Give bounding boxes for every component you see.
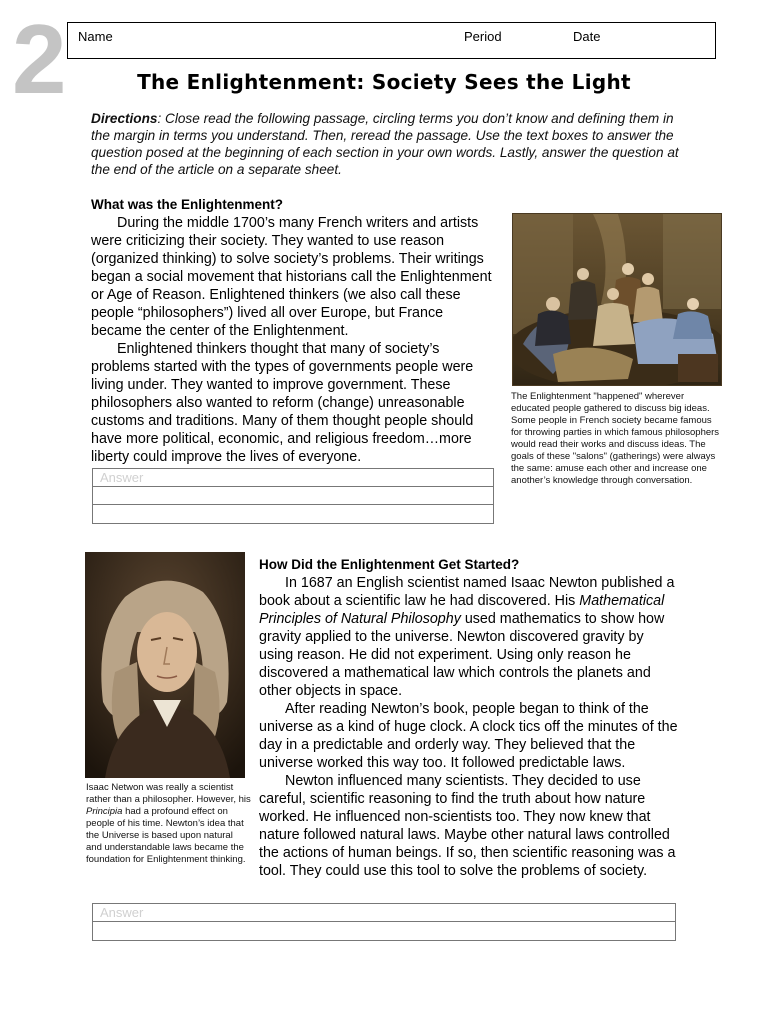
section-1-paragraph-2: Enlightened thinkers thought that many of society’s problems started with the types of governments people were living under. They wanted to improve government. These philosophers also wanted to reform (change) unreasonable customs and traditions. Many of them thought people should have more political, economic, and religious freedom…more liberty could improve the lives of everyone. bbox=[91, 341, 474, 465]
page-number: 2 bbox=[12, 4, 67, 114]
section-2-book-title: Mathematical Principles of Natural Philosophy bbox=[259, 593, 665, 627]
section-2-paragraph-3: Newton influenced many scientists. They decided to use careful, scientific reasoning to find the truth about how nature worked. He influenced non-scientists too. They now knew that nature followed natural laws. Maybe other natural laws controlled the actions of human beings. If so, then scientific reasoning was a tool. They could use this tool to solve the problems of society. bbox=[259, 773, 676, 879]
answer-placeholder: Answer bbox=[100, 905, 144, 920]
newton-caption-text-2: had a profound effect on people of his time. Newton’s idea that the Universe is based upon natural and understandable laws became the foundation for Enlightenment thinking. bbox=[86, 806, 246, 865]
section-1-body bbox=[91, 214, 497, 466]
answer-line[interactable] bbox=[93, 487, 493, 505]
section-2-paragraph-1-text-2: used mathematics to show how gravity applied to the universe. Newton discovered gravity by using reason. He did not experiment. Using only reason he discovered a mathematical law which controls the planets and other objects in space. bbox=[259, 611, 665, 699]
salon-caption: The Enlightenment "happened" wherever educated people gathered to discuss big ideas. Some people in French society became famous for throwing parties in which famous philosophers would read their works and discuss ideas. The goals of these "salons" (gatherings) were always the same: amuse each other and increase one another’s knowledge through conversation. bbox=[511, 391, 720, 486]
salon-painting-illustration bbox=[513, 214, 722, 386]
section-1-heading: What was the Enlightenment? bbox=[91, 197, 284, 212]
student-info-header bbox=[67, 22, 716, 59]
answer-placeholder: Answer bbox=[100, 470, 144, 485]
period-label: Period bbox=[464, 29, 502, 44]
answer-line[interactable] bbox=[93, 922, 675, 940]
newton-caption-book-title: Principia bbox=[86, 806, 123, 817]
isaac-newton-portrait-image bbox=[85, 552, 245, 778]
answer-line[interactable] bbox=[93, 904, 675, 922]
section-1-paragraph-1: During the middle 1700’s many French writers and artists were criticizing their society. They wanted to use reason (organized thinking) to solve society’s problems. Their writings began a social movement that historians call the Enlightenment or Age of Reason. Enlightened thinkers (we also call these people “philosophers”) lived all over Europe, but France became the center of the Enlightenment. bbox=[91, 215, 492, 339]
name-label: Name bbox=[78, 29, 113, 44]
salon-painting-image bbox=[512, 213, 722, 386]
section-2-heading: How Did the Enlightenment Get Started? bbox=[259, 557, 520, 572]
answer-line[interactable] bbox=[93, 505, 493, 523]
section-1-answer-box[interactable] bbox=[92, 468, 494, 524]
newton-caption bbox=[86, 782, 251, 866]
newton-caption-text-1: Isaac Netwon was really a scientist rather than a philosopher. However, his bbox=[86, 782, 251, 805]
directions-label: Directions bbox=[91, 111, 158, 126]
newton-portrait-illustration bbox=[85, 552, 245, 778]
date-label: Date bbox=[573, 29, 601, 44]
section-2-paragraph-1 bbox=[259, 574, 679, 700]
directions bbox=[91, 110, 691, 178]
answer-line[interactable] bbox=[93, 469, 493, 487]
section-2-answer-box[interactable] bbox=[92, 903, 676, 941]
document-title: The Enlightenment: Society Sees the Light bbox=[137, 70, 631, 94]
directions-text: : Close read the following passage, circling terms you don’t know and defining them in the margin in terms you understand. Then, reread the passage. Use the text boxes to answer the question posed at the beginning of each section in your own words. Lastly, answer the question at the end of the article on a separate sheet. bbox=[91, 111, 679, 177]
section-2-body bbox=[259, 574, 679, 880]
section-2-paragraph-2: After reading Newton’s book, people began to think of the universe as a kind of huge clock. A clock tics off the minutes of the day in a predictable and orderly way. They believed that the universe worked this way too. It followed predictable laws. bbox=[259, 701, 678, 771]
section-2-paragraph-1-text-1: In 1687 an English scientist named Isaac Newton published a book about a scientific law he had discovered. His bbox=[259, 575, 675, 609]
